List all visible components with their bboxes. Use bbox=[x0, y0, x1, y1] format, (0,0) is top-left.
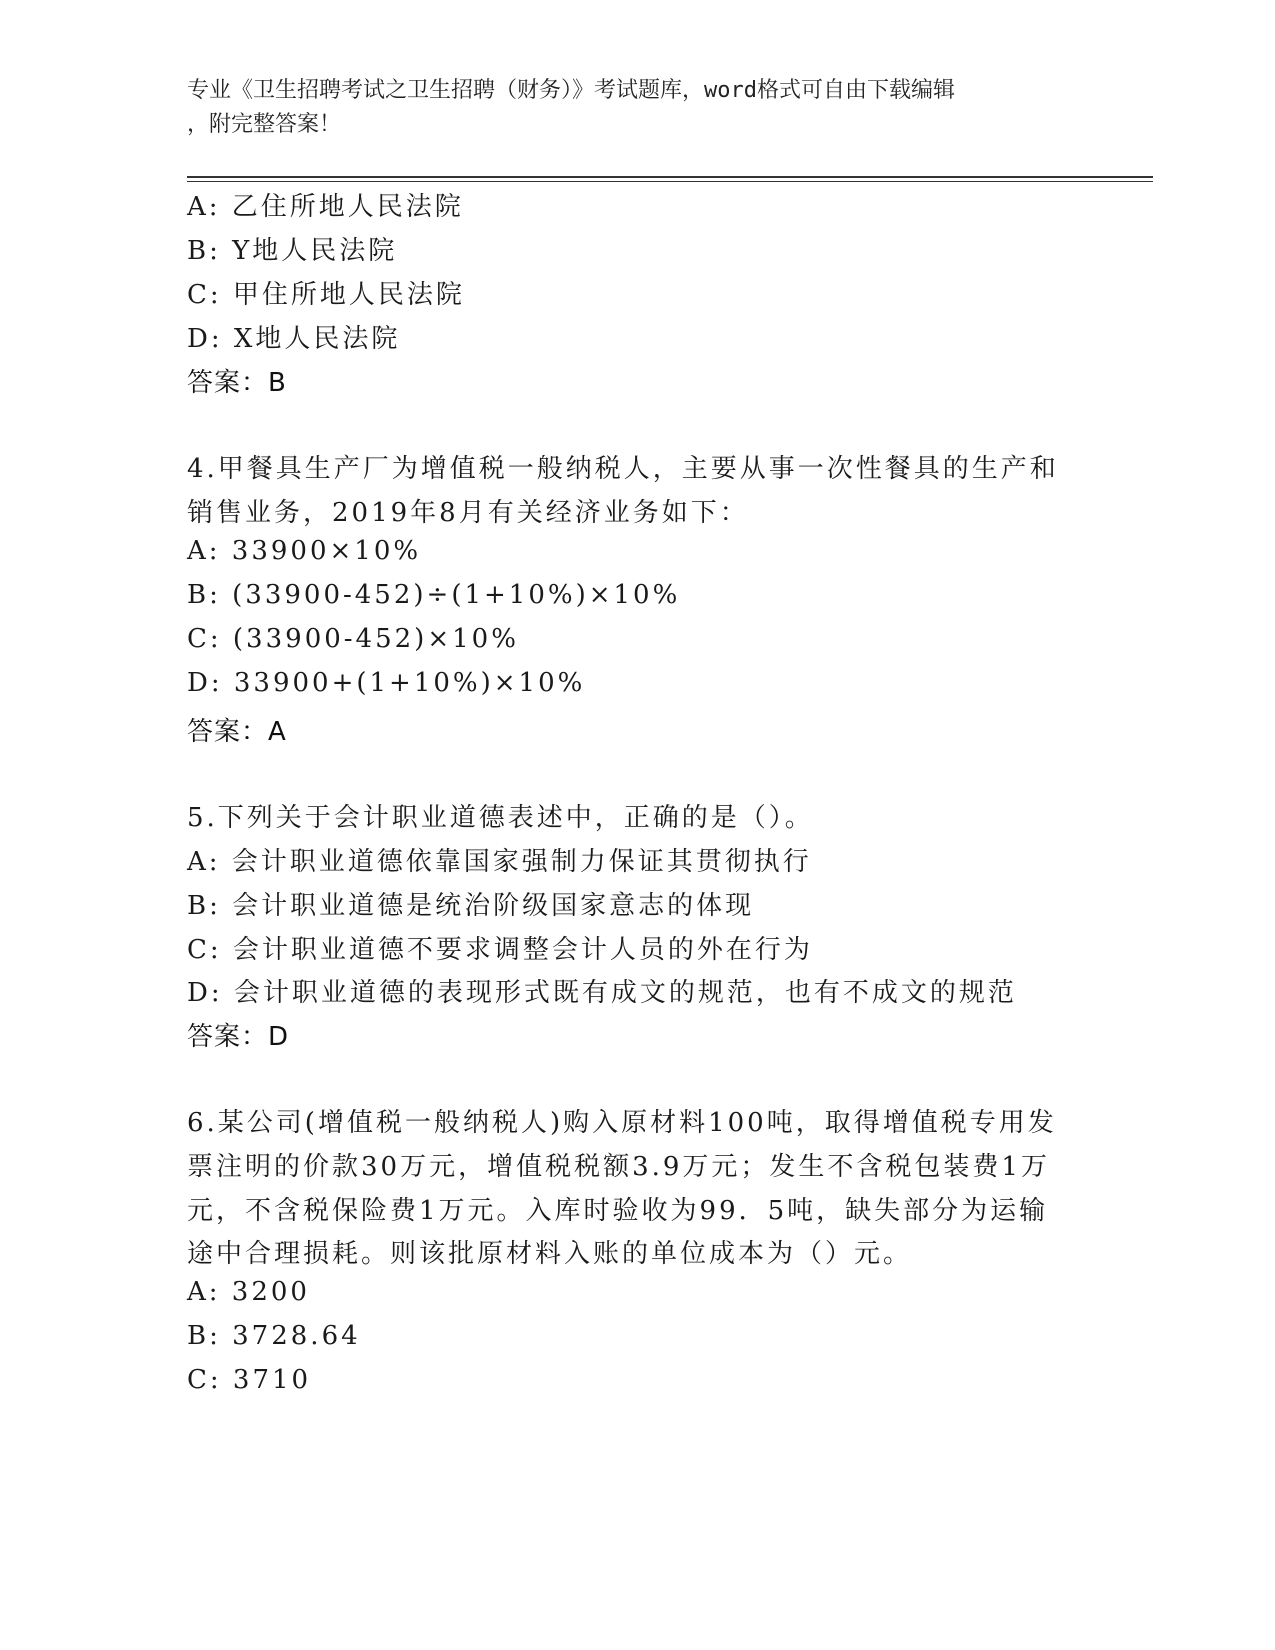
q5-option-a: A: 会计职业道德依靠国家强制力保证其贯彻执行 bbox=[187, 847, 812, 877]
q6-stem-line-4: 途中合理损耗。则该批原材料入账的单位成本为（）元。 bbox=[187, 1239, 913, 1269]
document-header bbox=[187, 74, 1067, 142]
q3-answer: 答案：B bbox=[187, 368, 287, 398]
q5-stem-line-1: 5.下列关于会计职业道德表述中，正确的是（）。 bbox=[187, 803, 814, 833]
q4-stem-line-1: 4.甲餐具生产厂为增值税一般纳税人，主要从事一次性餐具的生产和 bbox=[187, 454, 1059, 484]
q4-answer: 答案：A bbox=[187, 717, 287, 747]
q4-option-a: A: 33900×10% bbox=[187, 536, 422, 566]
header-divider-thick bbox=[187, 176, 1153, 178]
q3-option-d: D: X地人民法院 bbox=[187, 324, 401, 354]
q6-stem-line-2: 票注明的价款30万元，增值税税额3.9万元；发生不含税包装费1万 bbox=[187, 1152, 1050, 1182]
q6-stem-line-3: 元，不含税保险费1万元。入库时验收为99．5吨，缺失部分为运输 bbox=[187, 1196, 1049, 1226]
q4-option-d: D: 33900+(1+10%)×10% bbox=[187, 668, 586, 698]
q3-option-c: C: 甲住所地人民法院 bbox=[187, 280, 465, 310]
q5-option-d: D: 会计职业道德的表现形式既有成文的规范，也有不成文的规范 bbox=[187, 978, 1017, 1008]
q4-option-b: B: (33900-452)÷(1+10%)×10% bbox=[187, 580, 681, 610]
q6-stem-line-1: 6.某公司(增值税一般纳税人)购入原材料100吨，取得增值税专用发 bbox=[187, 1108, 1057, 1138]
q5-answer: 答案：D bbox=[187, 1022, 290, 1052]
q6-option-b: B: 3728.64 bbox=[187, 1321, 361, 1351]
q6-option-c: C: 3710 bbox=[187, 1365, 312, 1395]
q4-stem-line-2: 销售业务，2019年8月有关经济业务如下： bbox=[187, 498, 749, 528]
header-line-1: 专业《卫生招聘考试之卫生招聘（财务）》考试题库，word格式可自由下载编辑 bbox=[187, 78, 955, 103]
q3-option-b: B: Y地人民法院 bbox=[187, 236, 398, 266]
q5-option-b: B: 会计职业道德是统治阶级国家意志的体现 bbox=[187, 891, 755, 921]
q5-option-c: C: 会计职业道德不要求调整会计人员的外在行为 bbox=[187, 935, 813, 965]
header-line-2: ，附完整答案！ bbox=[187, 112, 342, 137]
header-divider-thin bbox=[187, 181, 1153, 182]
q6-option-a: A: 3200 bbox=[187, 1277, 310, 1307]
q3-option-a: A: 乙住所地人民法院 bbox=[187, 192, 464, 222]
q4-option-c: C: (33900-452)×10% bbox=[187, 624, 519, 654]
